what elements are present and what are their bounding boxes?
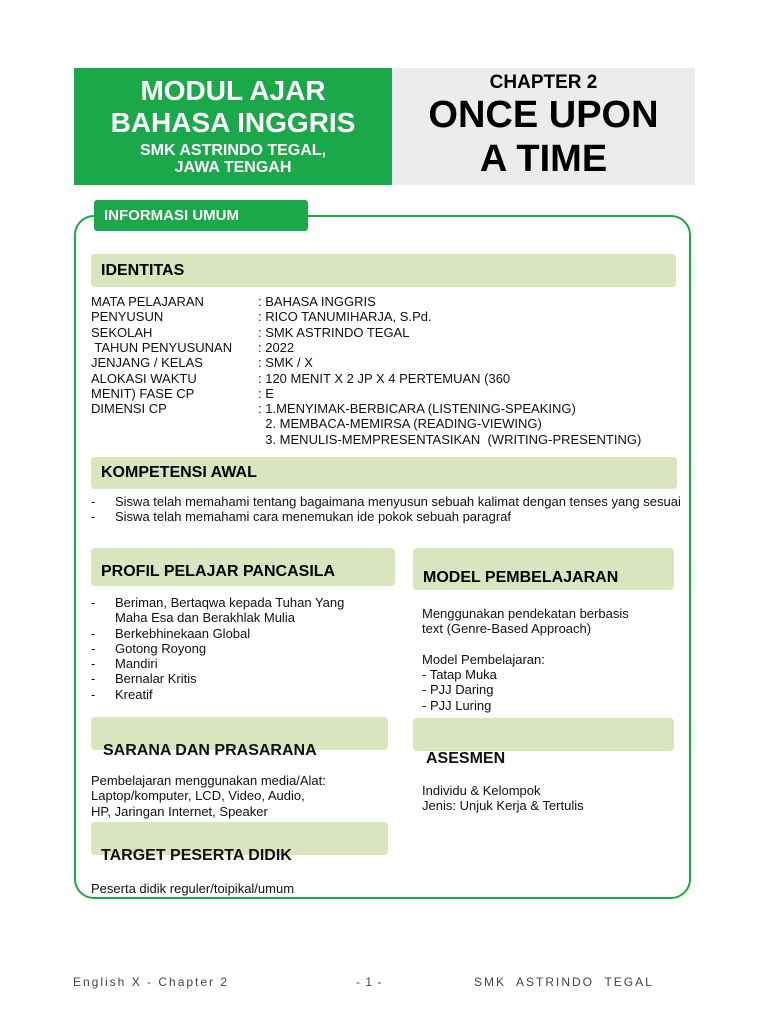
list-item: - Siswa telah memahami cara menemukan ide pokok sebuah paragraf [91,509,511,525]
list-item: - Beriman, Bertaqwa kepada Tuhan Yang Maha Esa dan Berakhlak Mulia [91,595,345,626]
identitas-key: PENYUSUN [91,309,164,325]
school-name-line2: JAWA TENGAH [174,159,292,176]
identitas-row [91,294,681,309]
identitas-value: : BAHASA INGGRIS [258,294,376,309]
footer-right: SMK ASTRINDO TEGAL [474,975,654,989]
identitas-key: TAHUN PENYUSUNAN [91,339,233,355]
chapter-title-line1: ONCE UPON [428,94,659,136]
list-item: - Kreatif [91,686,153,702]
profil-pelajar-list [91,595,351,702]
list-item: - Berkebhinekaan Global [91,625,251,641]
identitas-key: SEKOLAH [91,324,153,340]
identitas-row [91,355,681,370]
identitas-row [91,386,681,401]
identitas-key: DIMENSI CP [91,401,167,417]
sarana-text-line: HP, Jaringan Internet, Speaker [91,803,268,819]
identitas-heading: IDENTITAS [91,254,676,287]
asesmen-heading: ASESMEN [426,750,506,767]
identitas-value: : E [258,385,274,401]
module-title-line1: MODUL AJAR [140,75,326,106]
target-text: Peserta didik reguler/toipikal/umum [91,881,295,896]
chapter-label: CHAPTER 2 [489,72,598,93]
model-pembelajaran-heading: MODEL PEMBELAJARAN [413,548,674,590]
list-item: - Gotong Royong [91,640,207,656]
identitas-row [91,371,681,386]
school-name-line1: SMK ASTRINDO TEGAL, [139,142,327,159]
list-item: - Tatap Muka [422,667,497,683]
footer-left: English X - Chapter 2 [73,975,230,989]
identitas-value: 3. MENULIS-MEMPRESENTASIKAN (WRITING-PRESENTING) [258,431,642,447]
identitas-row [91,309,681,324]
kompetensi-awal-list [91,494,691,525]
identitas-key: JENJANG / KELAS [91,355,203,371]
identitas-row [91,401,681,416]
informasi-umum-tab: INFORMASI UMUM [94,200,308,231]
identitas-key: MATA PELAJARAN [91,294,204,309]
identitas-key: ALOKASI WAKTU [91,370,197,386]
module-title-block [74,68,392,185]
identitas-value: : SMK / X [258,355,313,371]
list-item: - PJJ Luring [422,697,492,713]
identitas-value: : 2022 [258,339,295,355]
model-text-line: Menggunakan pendekatan berbasis [422,606,629,621]
model-pembelajaran-body [422,606,682,713]
target-heading: TARGET PESERTA DIDIK [101,847,292,864]
asesmen-text-line: Individu & Kelompok [422,783,541,798]
list-item: - Mandiri [91,656,158,672]
kompetensi-awal-heading: KOMPETENSI AWAL [91,457,677,489]
sarana-body [91,773,391,819]
profil-pelajar-heading: PROFIL PELAJAR PANCASILA [91,548,395,586]
list-item: - PJJ Daring [422,682,494,698]
sarana-text-line: Pembelajaran menggunakan media/Alat: [91,773,326,788]
list-item: - Bernalar Kritis [91,671,197,687]
asesmen-body [422,783,682,814]
model-label: Model Pembelajaran: [422,651,545,667]
identitas-value: : SMK ASTRINDO TEGAL [258,324,410,340]
chapter-block [392,68,695,185]
sarana-text-line: Laptop/komputer, LCD, Video, Audio, [91,788,305,804]
identitas-row [91,432,681,447]
identitas-value: 2. MEMBACA-MEMIRSA (READING-VIEWING) [258,416,542,432]
asesmen-heading-bg [413,718,674,751]
identitas-value: : RICO TANUMIHARJA, S.Pd. [258,309,432,325]
module-title-line2: BAHASA INGGRIS [110,107,356,138]
list-item: - Siswa telah memahami tentang bagaimana menyusun sebuah kalimat dengan tenses yang sesuai [91,494,681,509]
identitas-row [91,340,681,355]
identitas-row [91,325,681,340]
asesmen-text-line: Jenis: Unjuk Kerja & Tertulis [422,798,584,814]
identitas-row [91,416,681,431]
sarana-heading: SARANA DAN PRASARANA [103,742,317,759]
identitas-key: MENIT) FASE CP [91,385,195,401]
model-text-line: text (Genre-Based Approach) [422,621,592,637]
identitas-value: : 1.MENYIMAK-BERBICARA (LISTENING-SPEAKING) [258,401,576,417]
page-number: - 1 - [356,975,383,989]
chapter-title-line2: A TIME [479,138,608,180]
identitas-value: : 120 MENIT X 2 JP X 4 PERTEMUAN (360 [258,370,511,386]
